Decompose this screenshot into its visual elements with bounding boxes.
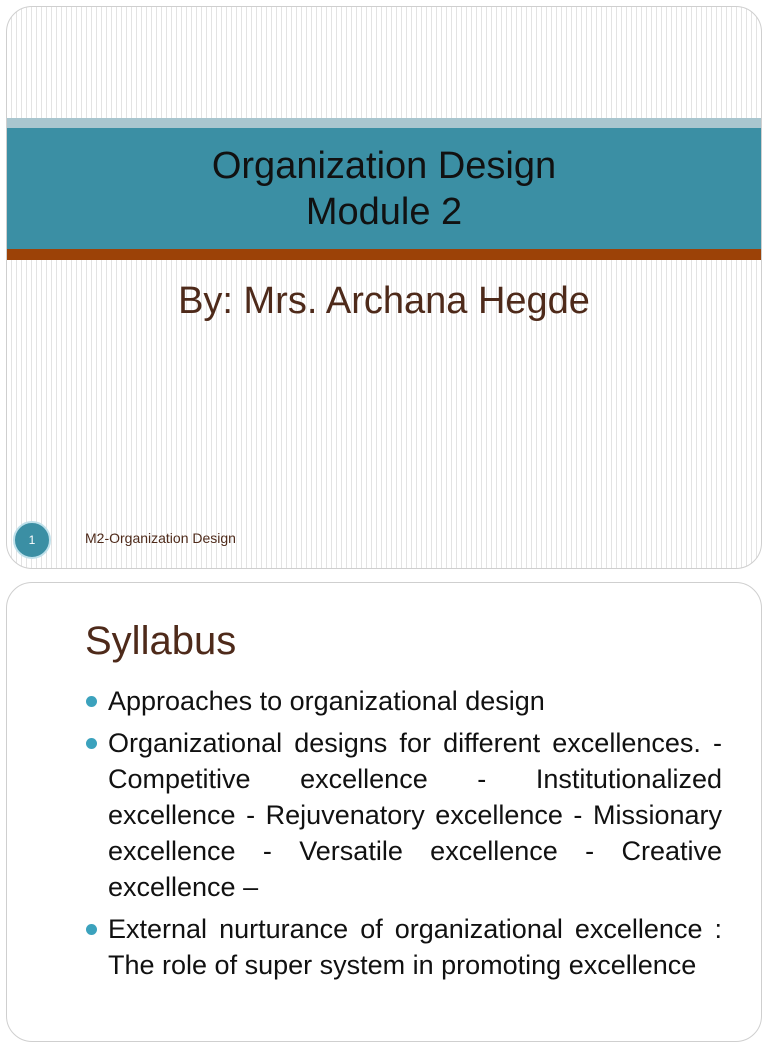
slide-footer: M2-Organization Design bbox=[85, 530, 236, 546]
slide-title-line-1: Organization Design bbox=[211, 144, 557, 187]
accent-stripe bbox=[7, 249, 761, 260]
title-top-band bbox=[7, 118, 761, 128]
title-bar bbox=[7, 128, 761, 249]
bullet-icon bbox=[86, 696, 97, 707]
bullet-icon bbox=[86, 738, 97, 749]
bullet-text: Approaches to organizational design bbox=[108, 686, 545, 716]
slide-title-line-2: Module 2 bbox=[305, 190, 463, 233]
bullet-text: Organizational designs for different excellences. - Competitive excellence - Institutionalized excellence - Rejuvenatory excellence - Missionary excellence - Versatile excellence - Creative excellence – bbox=[108, 728, 722, 902]
list-item bbox=[79, 911, 722, 983]
bullet-icon bbox=[86, 924, 97, 935]
slide-1 bbox=[6, 6, 762, 569]
bullet-text: External nurturance of organizational excellence : The role of super system in promoting excellence bbox=[108, 914, 722, 980]
author-subtitle: By: Mrs. Archana Hegde bbox=[178, 280, 590, 322]
bullet-list bbox=[79, 683, 722, 989]
slide-2 bbox=[6, 582, 762, 1042]
list-item bbox=[79, 725, 722, 905]
slide-heading: Syllabus bbox=[85, 619, 237, 663]
list-item bbox=[79, 683, 722, 719]
slide-number-badge: 1 bbox=[13, 521, 51, 559]
